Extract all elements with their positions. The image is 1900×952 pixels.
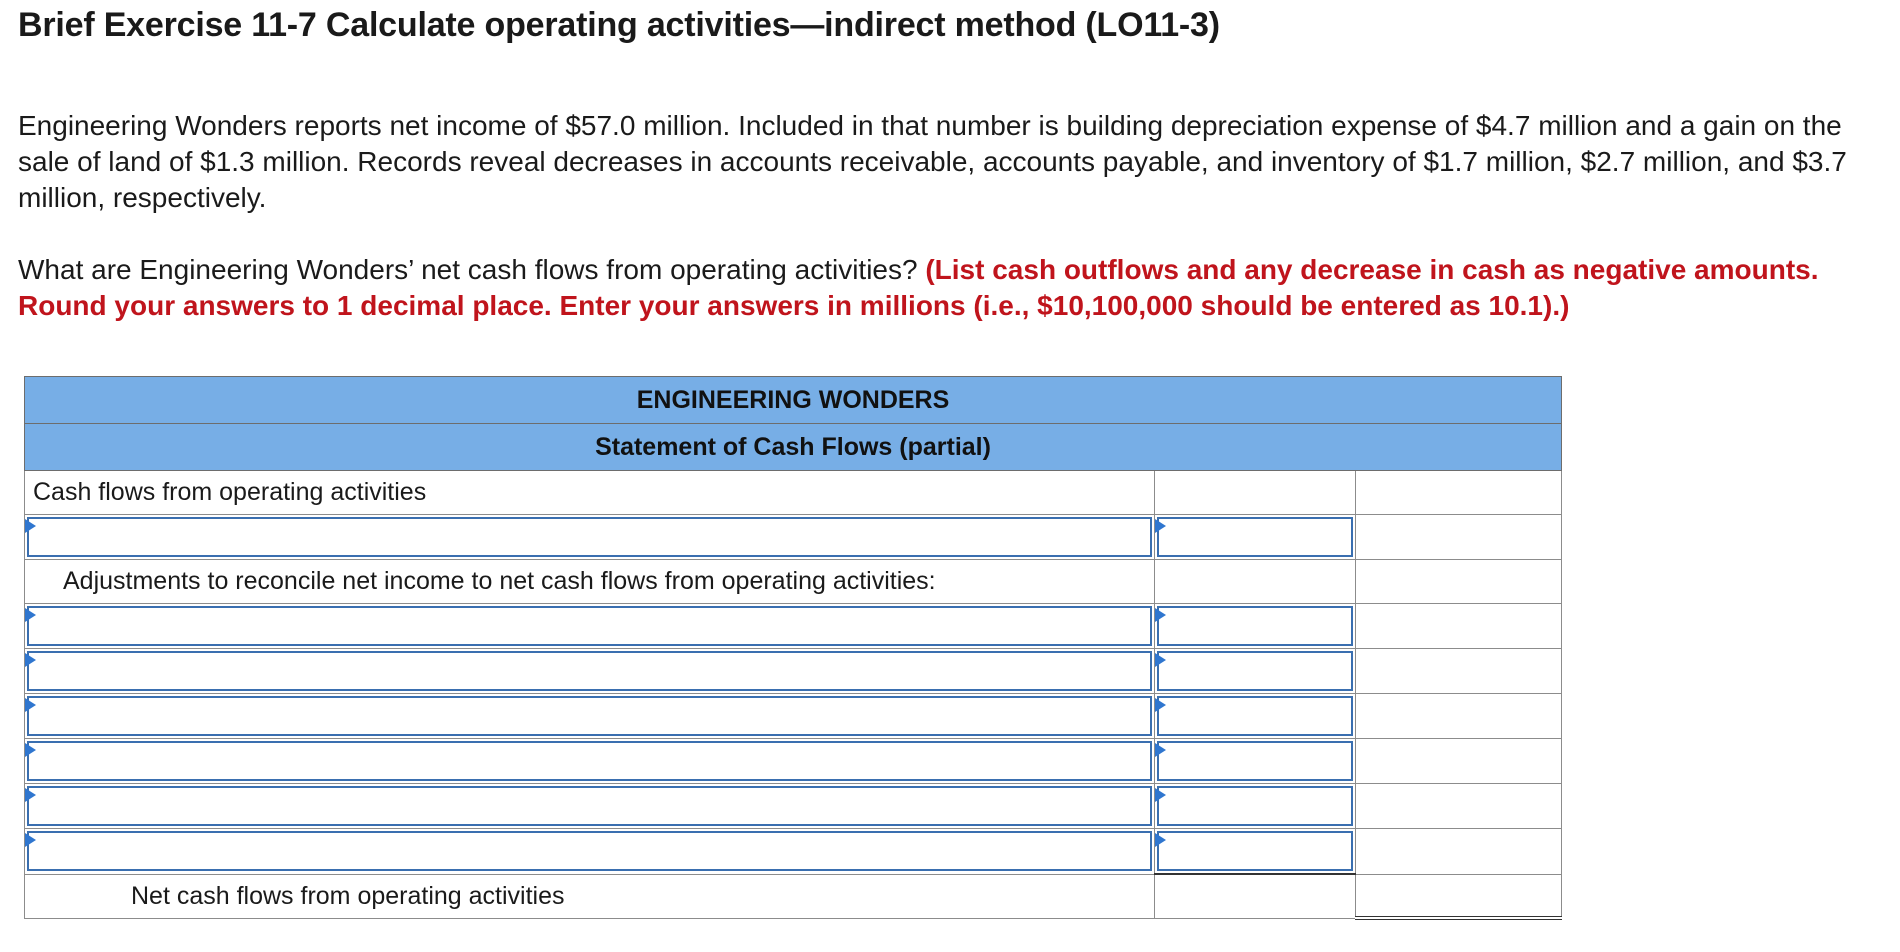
- adjustment-amount-input[interactable]: [1155, 829, 1356, 875]
- adjustment-dropdown[interactable]: [25, 604, 1155, 649]
- dropdown-marker-icon: [25, 788, 36, 802]
- problem-description: Engineering Wonders reports net income of $57.0 million. Included in that number is building depreciation expense of $4.7 million and a gain on the sale of land of $1.3 million. Records reveal decreases in accounts receivable, accounts payable, and inventory of $1.7 million, $2.7 million, and $3.7 million, respectively.: [18, 110, 1847, 213]
- adjustment-dropdown[interactable]: [25, 829, 1155, 875]
- amount-input-box[interactable]: [1157, 517, 1353, 557]
- answer-instructions: (List cash outflows and any decrease in cash as negative amounts. Round your answers to 1 decimal place. Enter your answers in millions (i.e., $10,100,000 should be entered as 10.1).): [18, 254, 1819, 321]
- section-label: Cash flows from operating activities: [25, 471, 1155, 515]
- total-cell: [1356, 694, 1562, 739]
- total-cell: [1356, 739, 1562, 784]
- adjustments-label: Adjustments to reconcile net income to net cash flows from operating activities:: [25, 560, 1155, 604]
- line-item-dropdown[interactable]: [25, 515, 1155, 560]
- dropdown-marker-icon: [25, 698, 36, 712]
- dropdown-marker-icon: [1155, 653, 1166, 667]
- total-cell: [1356, 784, 1562, 829]
- amount-input-box[interactable]: [1157, 606, 1353, 646]
- total-cell: [1356, 560, 1562, 604]
- total-cell: [1356, 604, 1562, 649]
- adjustment-input-box[interactable]: [27, 696, 1152, 736]
- adjustment-amount-input[interactable]: [1155, 649, 1356, 694]
- amount-input-box[interactable]: [1157, 831, 1353, 871]
- statement-heading: Statement of Cash Flows (partial): [25, 424, 1562, 471]
- total-cell: [1356, 471, 1562, 515]
- line-item-input-box[interactable]: [27, 517, 1152, 557]
- adjustment-dropdown[interactable]: [25, 694, 1155, 739]
- adjustment-amount-input[interactable]: [1155, 784, 1356, 829]
- cash-flow-worksheet: [24, 376, 1562, 920]
- amount-cell: [1155, 471, 1356, 515]
- amount-cell: [1155, 560, 1356, 604]
- dropdown-marker-icon: [1155, 833, 1166, 847]
- amount-input[interactable]: [1155, 515, 1356, 560]
- adjustment-amount-input[interactable]: [1155, 694, 1356, 739]
- amount-input-box[interactable]: [1157, 741, 1353, 781]
- amount-input-box[interactable]: [1157, 696, 1353, 736]
- dropdown-marker-icon: [1155, 698, 1166, 712]
- dropdown-marker-icon: [25, 608, 36, 622]
- net-cash-flows-total: [1356, 874, 1562, 918]
- question-text: What are Engineering Wonders’ net cash flows from operating activities?: [18, 254, 918, 285]
- adjustment-input-box[interactable]: [27, 786, 1152, 826]
- adjustment-input-box[interactable]: [27, 606, 1152, 646]
- dropdown-marker-icon: [25, 519, 36, 533]
- dropdown-marker-icon: [1155, 608, 1166, 622]
- adjustment-amount-input[interactable]: [1155, 604, 1356, 649]
- question: [18, 252, 1888, 324]
- company-name: ENGINEERING WONDERS: [25, 377, 1562, 424]
- amount-cell: [1155, 874, 1356, 918]
- adjustment-input-box[interactable]: [27, 741, 1152, 781]
- amount-input-box[interactable]: [1157, 786, 1353, 826]
- total-cell: [1356, 515, 1562, 560]
- total-cell: [1356, 649, 1562, 694]
- adjustment-dropdown[interactable]: [25, 784, 1155, 829]
- adjustment-input-box[interactable]: [27, 831, 1152, 871]
- adjustment-dropdown[interactable]: [25, 649, 1155, 694]
- dropdown-marker-icon: [25, 653, 36, 667]
- amount-input-box[interactable]: [1157, 651, 1353, 691]
- dropdown-marker-icon: [1155, 788, 1166, 802]
- dropdown-marker-icon: [1155, 743, 1166, 757]
- dropdown-marker-icon: [25, 743, 36, 757]
- adjustment-amount-input[interactable]: [1155, 739, 1356, 784]
- adjustment-dropdown[interactable]: [25, 739, 1155, 784]
- dropdown-marker-icon: [25, 833, 36, 847]
- net-cash-flows-label: Net cash flows from operating activities: [25, 874, 1155, 918]
- adjustment-input-box[interactable]: [27, 651, 1152, 691]
- exercise-title: Brief Exercise 11-7 Calculate operating activities—indirect method (LO11-3): [18, 6, 1220, 44]
- total-cell: [1356, 829, 1562, 875]
- dropdown-marker-icon: [1155, 519, 1166, 533]
